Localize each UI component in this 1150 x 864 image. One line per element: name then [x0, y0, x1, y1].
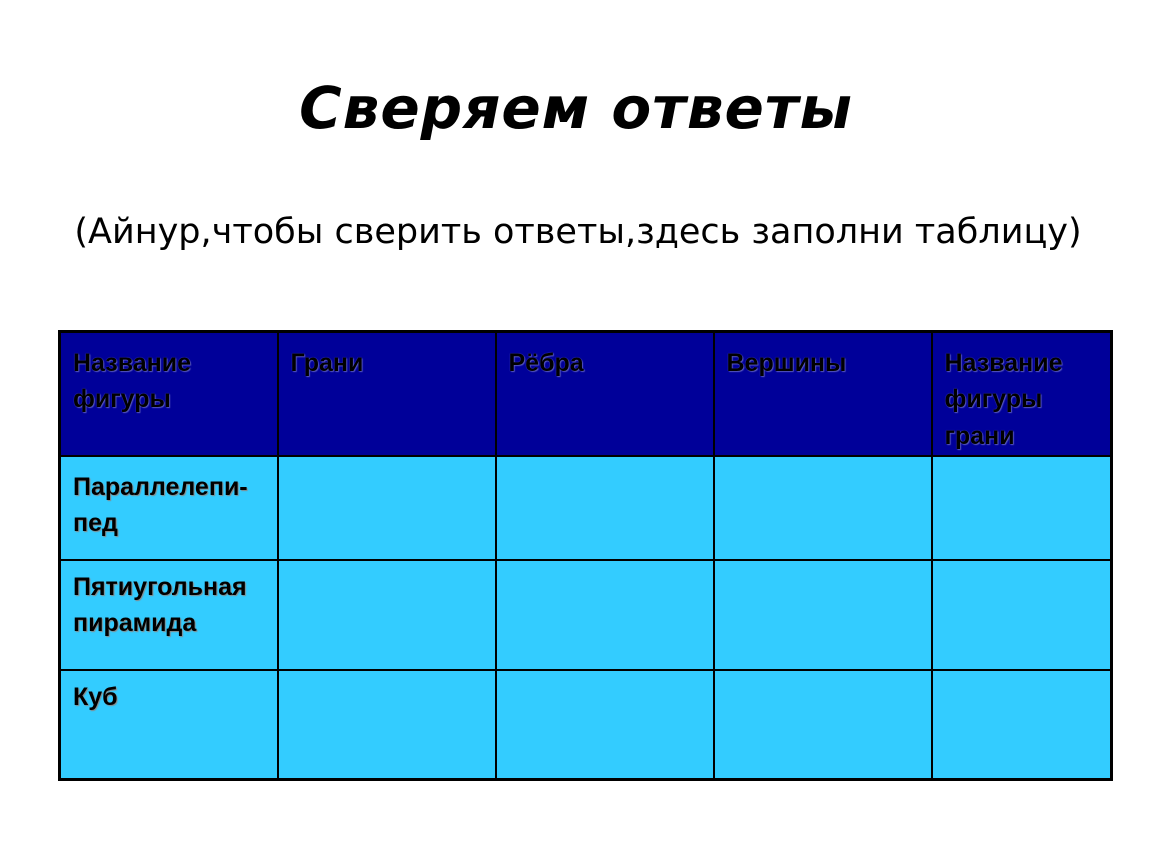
table-row [60, 456, 1112, 560]
header-label: Вершины [726, 349, 847, 377]
answer-cell-vertices[interactable] [714, 456, 932, 560]
header-cell-face-shape-name [932, 332, 1112, 456]
table-row [60, 670, 1112, 780]
header-label: Название фигуры [73, 349, 192, 414]
answer-cell-face-shape[interactable] [932, 560, 1112, 670]
table-header-row [60, 332, 1112, 456]
answer-cell-face-shape[interactable] [932, 670, 1112, 780]
answer-cell-faces[interactable] [278, 670, 496, 780]
answer-cell-vertices[interactable] [714, 670, 932, 780]
header-label: Название фигуры грани [944, 349, 1063, 450]
slide-subtitle: (Айнур,чтобы сверить ответы,здесь заполни таблицу) [74, 212, 1082, 252]
answer-cell-face-shape[interactable] [932, 456, 1112, 560]
answer-cell-vertices[interactable] [714, 560, 932, 670]
header-cell-edges [496, 332, 714, 456]
answer-cell-faces[interactable] [278, 456, 496, 560]
answer-cell-edges[interactable] [496, 456, 714, 560]
header-cell-faces [278, 332, 496, 456]
row-label: Параллелепи-пед [73, 472, 248, 537]
row-label-cell [60, 560, 278, 670]
table-row [60, 560, 1112, 670]
header-cell-vertices [714, 332, 932, 456]
header-label: Грани [290, 349, 364, 377]
header-cell-figure-name [60, 332, 278, 456]
row-label: Куб [73, 682, 118, 711]
row-label-cell [60, 456, 278, 560]
answer-cell-edges[interactable] [496, 670, 714, 780]
answers-table [58, 330, 1113, 781]
answer-cell-edges[interactable] [496, 560, 714, 670]
row-label-cell [60, 670, 278, 780]
row-label: Пятиугольная пирамида [73, 572, 247, 637]
slide-title: Сверяем ответы [299, 74, 853, 142]
header-label: Рёбра [508, 349, 584, 377]
answer-cell-faces[interactable] [278, 560, 496, 670]
